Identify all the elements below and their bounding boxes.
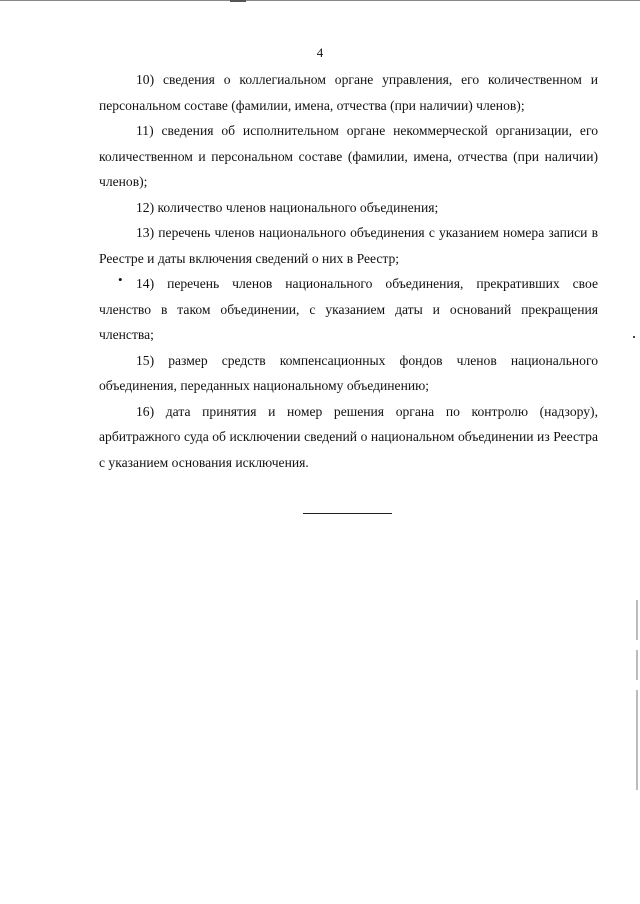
list-item-14: 14) перечень членов национального объединения, прекративших свое членство в таком объединении, с указанием даты и оснований прекращения членства;: [99, 276, 598, 342]
document-body: [99, 67, 598, 475]
side-scan-mark: [633, 336, 635, 338]
list-item-16: 16) дата принятия и номер решения органа по контролю (надзору), арбитражного суда об исключении сведений о национальном объединении из Реестра с указанием основания исключения.: [99, 403, 598, 470]
edge-scan-mark: [636, 650, 638, 680]
list-item-10: 10) сведения о коллегиальном органе управления, его количественном и персональном составе (фамилии, имена, отчества (при наличии) членов);: [99, 72, 598, 113]
page-number: 4: [316, 45, 324, 60]
top-scan-mark: [230, 0, 246, 2]
end-divider-line: [303, 513, 392, 514]
top-border-line: [0, 0, 640, 1]
list-item-11: 11) сведения об исполнительном органе некоммерческой организации, его количественном и персональном составе (фамилии, имена, отчества (при наличии) членов);: [99, 123, 598, 189]
list-item-13: 13) перечень членов национального объединения с указанием номера записи в Реестре и даты включения сведений о них в Реестр;: [99, 225, 598, 266]
edge-scan-mark: [636, 690, 638, 790]
list-item-15: 15) размер средств компенсационных фондов членов национального объединения, переданных национальному объединению;: [99, 352, 598, 393]
list-item-12: 12) количество членов национального объединения;: [136, 199, 439, 215]
edge-scan-mark: [636, 600, 638, 640]
scan-dot-mark: •: [118, 272, 123, 287]
